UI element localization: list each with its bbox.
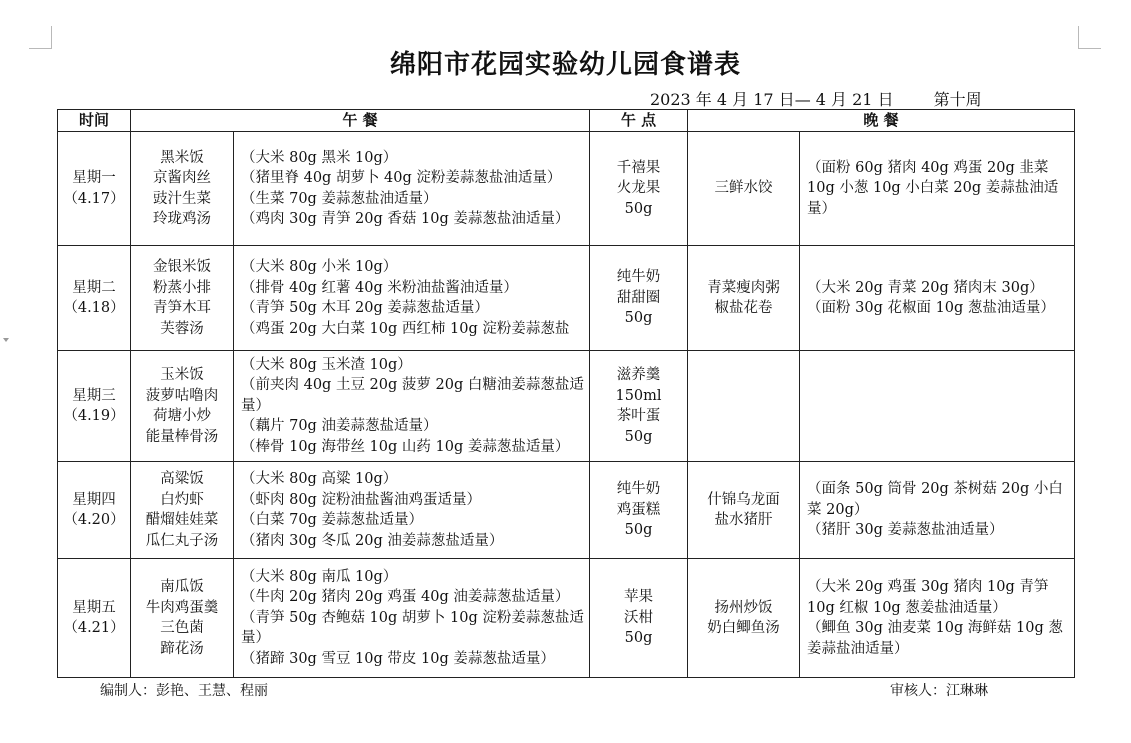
lunch-ingredients-cell-line: （青笋 50g 杏鲍菇 10g 胡萝卜 10g 淀粉姜蒜葱盐适量） bbox=[241, 609, 584, 647]
dinner-dishes-cell-line: 椒盐花卷 bbox=[714, 300, 773, 316]
lunch-ingredients-cell-line: （猪蹄 30g 雪豆 10g 带皮 10g 姜蒜葱盐适量） bbox=[241, 650, 555, 667]
table-row bbox=[58, 559, 1075, 678]
dinner-ingredients-cell bbox=[800, 559, 1075, 678]
date-label: （4.20） bbox=[63, 512, 125, 528]
editors-label: 编制人：彭艳、王慧、程丽 bbox=[100, 683, 268, 699]
header-dinner: 晚 餐 bbox=[688, 110, 1075, 132]
lunch-dishes-cell-line: 瓜仁丸子汤 bbox=[145, 532, 219, 549]
weekday-label: 星期三 bbox=[72, 387, 116, 404]
lunch-dishes-cell-line: 玉米饭 bbox=[160, 367, 204, 383]
dinner-ingredients-cell-line: （大米 20g 鸡蛋 30g 猪肉 10g 青笋 10g 红椒 10g 葱姜盐油适量） bbox=[807, 579, 1049, 616]
lunch-ingredients-cell-line: （藕片 70g 油姜蒜葱盐适量） bbox=[241, 418, 438, 435]
day-cell bbox=[58, 462, 131, 559]
snack-cell-line: 苹果 bbox=[624, 589, 654, 606]
lunch-dishes-cell-line: 南瓜饭 bbox=[160, 579, 204, 595]
lunch-ingredients-cell-line: （虾肉 80g 淀粉油盐酱油鸡蛋适量） bbox=[241, 491, 481, 508]
date-range: 2023 年 4 月 17 日— 4 月 21 日 bbox=[650, 90, 894, 109]
table-row bbox=[58, 462, 1075, 559]
date-label: （4.18） bbox=[63, 300, 125, 316]
dinner-dishes-cell-line: 盐水猪肝 bbox=[714, 512, 773, 528]
snack-cell bbox=[590, 246, 688, 351]
lunch-ingredients-cell bbox=[234, 246, 590, 351]
dinner-dishes-cell bbox=[688, 246, 800, 351]
lunch-ingredients-cell-line: （大米 80g 玉米渣 10g） bbox=[241, 356, 412, 373]
lunch-dishes-cell bbox=[131, 462, 234, 559]
snack-cell-line: 甜甜圈 bbox=[616, 289, 661, 306]
lunch-ingredients-cell-line: （棒骨 10g 海带丝 10g 山药 10g 姜蒜葱盐适量） bbox=[241, 438, 570, 455]
snack-cell bbox=[590, 351, 688, 462]
lunch-ingredients-cell-line: （排骨 40g 红薯 40g 米粉油盐酱油适量） bbox=[241, 279, 518, 296]
dinner-ingredients-cell-line: （大米 20g 青菜 20g 猪肉末 30g） bbox=[807, 279, 1044, 296]
lunch-dishes-cell-line: 金银米饭 bbox=[153, 259, 211, 275]
date-label: （4.19） bbox=[63, 408, 125, 424]
header-lunch: 午 餐 bbox=[131, 110, 590, 132]
date-label: （4.17） bbox=[63, 190, 125, 207]
dinner-dishes-cell-line: 扬州炒饭 bbox=[714, 599, 773, 616]
lunch-dishes-cell-line: 菠萝咕噜肉 bbox=[145, 387, 219, 404]
page-marker-icon bbox=[3, 338, 9, 342]
snack-cell-line: 滋养羹 bbox=[616, 367, 661, 383]
snack-cell-line: 50g bbox=[624, 630, 653, 647]
snack-cell bbox=[590, 462, 688, 559]
day-cell bbox=[58, 351, 131, 462]
day-cell bbox=[58, 132, 131, 246]
dinner-ingredients-cell bbox=[800, 351, 1075, 462]
snack-cell-line: 150ml bbox=[615, 387, 662, 404]
table-row bbox=[58, 351, 1075, 462]
week-label: 第十周 bbox=[933, 90, 982, 109]
document-title: 绵阳市花园实验幼儿园食谱表 bbox=[389, 50, 741, 80]
dinner-dishes-cell-line: 三鲜水饺 bbox=[714, 180, 773, 197]
lunch-dishes-cell-line: 粉蒸小排 bbox=[153, 279, 211, 296]
dinner-dishes-cell bbox=[688, 559, 800, 678]
lunch-dishes-cell bbox=[131, 246, 234, 351]
snack-cell-line: 50g bbox=[624, 310, 653, 327]
day-cell bbox=[58, 246, 131, 351]
day-cell bbox=[58, 559, 131, 678]
lunch-ingredients-cell-line: （大米 80g 南瓜 10g） bbox=[241, 568, 398, 585]
lunch-ingredients-cell-line: （大米 80g 小米 10g） bbox=[241, 259, 398, 275]
snack-cell-line: 火龙果 bbox=[616, 180, 661, 197]
header-row bbox=[58, 110, 1075, 132]
lunch-dishes-cell bbox=[131, 559, 234, 678]
dinner-ingredients-cell bbox=[800, 246, 1075, 351]
lunch-ingredients-cell bbox=[234, 559, 590, 678]
dinner-dishes-cell bbox=[688, 132, 800, 246]
snack-cell-line: 50g bbox=[624, 428, 653, 445]
lunch-dishes-cell-line: 白灼虾 bbox=[160, 491, 204, 508]
dinner-dishes-cell-line: 青菜瘦肉粥 bbox=[707, 279, 780, 296]
date-label: （4.21） bbox=[63, 620, 125, 636]
table-row bbox=[58, 132, 1075, 246]
menu-table bbox=[57, 109, 1075, 678]
snack-cell-line: 茶叶蛋 bbox=[616, 408, 661, 424]
dinner-ingredients-cell-line: （面条 50g 筒骨 20g 茶树菇 20g 小白菜 20g） bbox=[807, 481, 1063, 518]
dinner-dishes-cell bbox=[688, 351, 800, 462]
header-snack: 午 点 bbox=[590, 110, 688, 132]
lunch-dishes-cell-line: 蹄花汤 bbox=[160, 640, 204, 657]
weekday-label: 星期二 bbox=[72, 279, 116, 296]
lunch-ingredients-cell-line: （鸡肉 30g 青笋 20g 香菇 10g 姜蒜葱盐油适量） bbox=[241, 211, 570, 227]
lunch-dishes-cell-line: 青笋木耳 bbox=[153, 300, 211, 316]
lunch-ingredients-cell-line: （鸡蛋 20g 大白菜 10g 西红柿 10g 淀粉姜蒜葱盐 bbox=[241, 320, 570, 337]
lunch-ingredients-cell-line: （猪里脊 40g 胡萝卜 40g 淀粉姜蒜葱盐油适量） bbox=[241, 170, 562, 186]
lunch-dishes-cell-line: 黑米饭 bbox=[160, 149, 204, 166]
snack-cell-line: 纯牛奶 bbox=[616, 269, 661, 286]
lunch-dishes-cell-line: 京酱肉丝 bbox=[153, 170, 211, 186]
lunch-dishes-cell-line: 芙蓉汤 bbox=[160, 320, 204, 337]
lunch-dishes-cell-line: 玲珑鸡汤 bbox=[153, 211, 211, 227]
lunch-ingredients-cell-line: （前夹肉 40g 土豆 20g 菠萝 20g 白糖油姜蒜葱盐适量） bbox=[241, 377, 584, 414]
reviewer-label: 审核人：江琳琳 bbox=[890, 683, 988, 699]
lunch-dishes-cell-line: 高粱饭 bbox=[160, 471, 204, 487]
dinner-dishes-cell-line: 奶白鲫鱼汤 bbox=[707, 620, 780, 636]
snack-cell-line: 纯牛奶 bbox=[616, 481, 661, 498]
snack-cell bbox=[590, 559, 688, 678]
date-line bbox=[650, 87, 982, 110]
dinner-ingredients-cell-line: （鲫鱼 30g 油麦菜 10g 海鲜菇 10g 葱姜蒜盐油适量） bbox=[807, 620, 1063, 657]
dinner-ingredients-cell bbox=[800, 132, 1075, 246]
weekday-label: 星期四 bbox=[72, 491, 116, 508]
lunch-dishes-cell-line: 三色菌 bbox=[160, 620, 204, 636]
snack-cell-line: 50g bbox=[624, 200, 653, 217]
lunch-ingredients-cell bbox=[234, 132, 590, 246]
lunch-ingredients-cell-line: （猪肉 30g 冬瓜 20g 油姜蒜葱盐适量） bbox=[241, 532, 504, 549]
lunch-ingredients-cell-line: （生菜 70g 姜蒜葱盐油适量） bbox=[241, 190, 438, 207]
dinner-ingredients-cell-line: （猪肝 30g 姜蒜葱盐油适量） bbox=[807, 522, 1004, 539]
lunch-ingredients-cell-line: （白菜 70g 姜蒜葱盐适量） bbox=[241, 512, 423, 528]
snack-cell-line: 50g bbox=[624, 522, 653, 539]
table-row bbox=[58, 246, 1075, 351]
lunch-dishes-cell-line: 豉汁生菜 bbox=[153, 190, 211, 207]
lunch-ingredients-cell-line: （大米 80g 黑米 10g） bbox=[241, 149, 398, 166]
dinner-dishes-cell bbox=[688, 462, 800, 559]
lunch-dishes-cell bbox=[131, 351, 234, 462]
lunch-ingredients-cell bbox=[234, 462, 590, 559]
lunch-dishes-cell bbox=[131, 132, 234, 246]
weekday-label: 星期五 bbox=[72, 599, 116, 616]
lunch-ingredients-cell bbox=[234, 351, 590, 462]
snack-cell-line: 鸡蛋糕 bbox=[616, 501, 661, 518]
snack-cell-line: 沃柑 bbox=[624, 609, 654, 626]
snack-cell bbox=[590, 132, 688, 246]
lunch-dishes-cell-line: 能量棒骨汤 bbox=[145, 428, 219, 445]
weekday-label: 星期一 bbox=[72, 170, 116, 186]
header-time: 时间 bbox=[58, 110, 131, 132]
dinner-ingredients-cell-line: （面粉 60g 猪肉 40g 鸡蛋 20g 韭菜 10g 小葱 10g 小白菜 20g 姜蒜盐油适量） bbox=[807, 159, 1059, 217]
lunch-ingredients-cell-line: （牛肉 20g 猪肉 20g 鸡蛋 40g 油姜蒜葱盐适量） bbox=[241, 589, 570, 606]
snack-cell-line: 千禧果 bbox=[616, 159, 661, 176]
dinner-dishes-cell-line: 什锦乌龙面 bbox=[707, 491, 780, 508]
lunch-dishes-cell-line: 牛肉鸡蛋羹 bbox=[145, 599, 219, 616]
lunch-dishes-cell-line: 荷塘小炒 bbox=[153, 408, 211, 424]
lunch-ingredients-cell-line: （青笋 50g 木耳 20g 姜蒜葱盐适量） bbox=[241, 300, 489, 316]
dinner-ingredients-cell-line: （面粉 30g 花椒面 10g 葱盐油适量） bbox=[807, 300, 1055, 316]
dinner-ingredients-cell bbox=[800, 462, 1075, 559]
lunch-ingredients-cell-line: （大米 80g 高粱 10g） bbox=[241, 471, 398, 487]
lunch-dishes-cell-line: 醋熘娃娃菜 bbox=[145, 512, 219, 528]
